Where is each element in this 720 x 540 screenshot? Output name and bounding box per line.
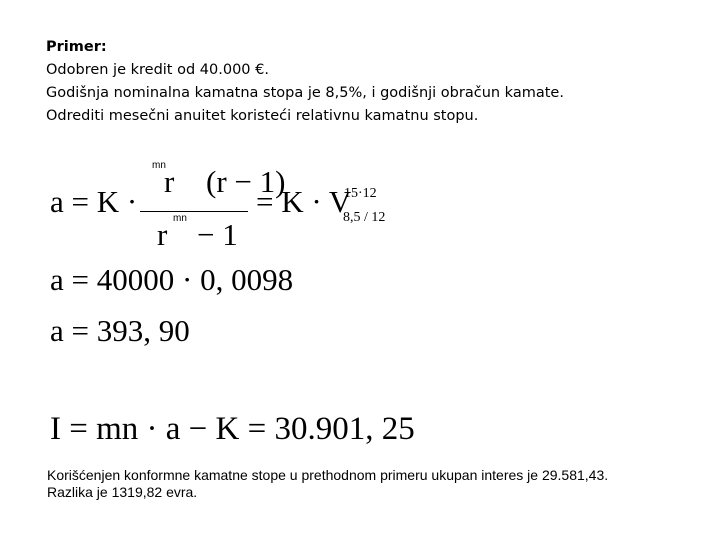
interest-formula: I = mn · a − K = 30.901, 25 <box>50 411 415 447</box>
denominator-rest: − 1 <box>197 217 238 252</box>
numerator-base: r <box>164 164 175 199</box>
v-subscript: 8,5 / 12 <box>343 210 386 225</box>
formula-lhs: a = K · <box>50 184 138 219</box>
statement-line-rate: Godišnja nominalna kamatna stopa je 8,5%, i godišnji obračun kamate. <box>46 85 564 101</box>
statement-line-task: Odrediti mesečni anuitet koristeći relativnu kamatnu stopu. <box>46 108 479 124</box>
example-title: Primer: <box>46 39 107 55</box>
annuity-substitution: a = 40000 · 0, 0098 <box>50 262 294 297</box>
conclusion <box>47 467 677 501</box>
numerator-exponent: mn <box>152 160 166 171</box>
formula-rhs: = K · V <box>256 184 352 219</box>
denominator-base: r <box>157 217 168 252</box>
numerator-factor: (r − 1) <box>206 164 286 199</box>
conclusion-line-difference: Razlika je 1319,82 evra. <box>47 484 198 500</box>
annuity-result: a = 393, 90 <box>50 313 190 348</box>
conclusion-line-interest: Korišćenjen konformne kamatne stope u prethodnom primeru ukupan interes je 29.581,43. <box>47 467 609 483</box>
denominator-exponent: mn <box>173 213 187 224</box>
statement-line-loan: Odobren je kredit od 40.000 €. <box>46 62 269 78</box>
v-superscript: 15·12 <box>344 186 377 201</box>
fraction-bar <box>140 211 248 212</box>
problem-statement <box>46 36 686 128</box>
